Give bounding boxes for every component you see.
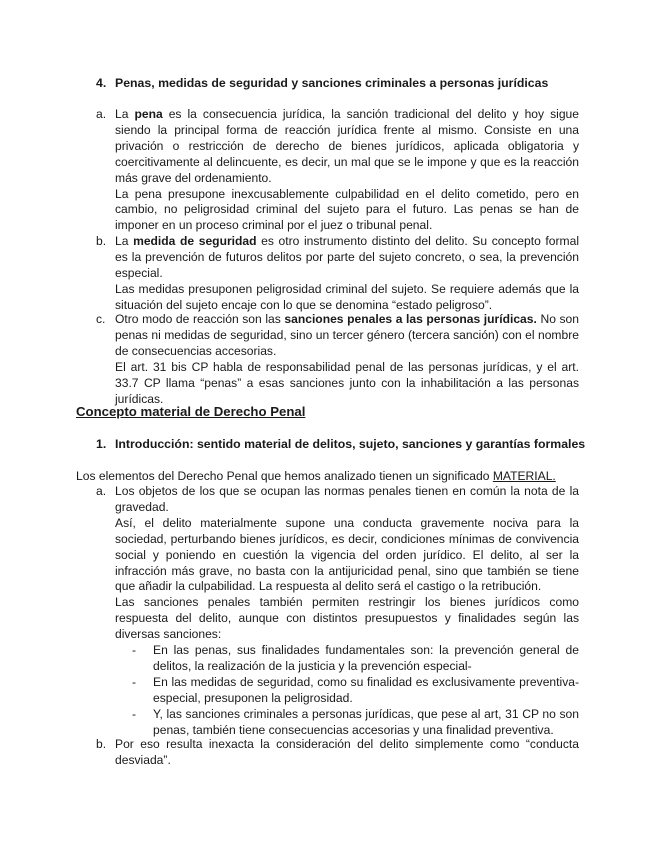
subsection-1-heading [96,437,585,451]
dash-bullet: - [132,643,137,658]
paragraph: El art. 31 bis CP habla de responsabilidad penal de las personas jurídicas, y el art. 33.7 CP llama “penas” a esas sanciones junto con la inhabilitación a las personas jurídicas. [115,359,579,406]
sub-list-item: - En las medidas de seguridad, como su finalidad es exclusivamente preventiva-especial, presuponen la peligrosidad. [132,674,579,705]
section-4-title: Penas, medidas de seguridad y sanciones criminales a personas jurídicas [115,76,549,90]
term-medida-seguridad: medida de seguridad [133,234,257,248]
intro-paragraph: Los elementos del Derecho Penal que hemos analizado tienen un significado MATERIAL. [76,469,556,483]
list-marker: a. [96,107,107,121]
list-marker: a. [96,484,107,498]
term-pena: pena [134,107,163,121]
list-item-gravedad [96,484,579,739]
paragraph: La pena es la consecuencia jurídica, la sanción tradicional del delito y hoy sigue siendo la principal forma de reacción jurídica frente al mismo. Consiste en una privación o restricción de derecho de bienes jurídicos, aplicada obligatoria y coercitivamente al delincuente, es decir, un mal que se le impone y que es la reacción más grave del ordenamiento. [115,107,580,185]
dash-bullet: - [132,706,137,721]
list-marker: b. [96,234,107,248]
paragraph: La medida de seguridad es otro instrumento distinto del delito. Su concepto formal es la prevención de futuros delitos por parte del sujeto concreto, o sea, la prevención especial. [115,234,580,280]
underlined-material: MATERIAL. [492,469,556,483]
section-4-heading [96,76,548,90]
list-item-conducta-desviada [96,737,579,769]
paragraph: La pena presupone inexcusablemente culpabilidad en el delito cometido, pero en cambio, no peligrosidad criminal del sujeto para el futuro. Las penas se han de imponer en un proceso criminal por el juez o tribunal penal. [115,186,579,233]
section-4-number: 4. [96,76,107,90]
term-sanciones-penales: sanciones penales a las personas jurídicas. [284,312,537,326]
paragraph: Los objetos de los que se ocupan las normas penales tienen en común la nota de la gravedad. [115,484,579,514]
list-marker: c. [96,312,106,326]
subsection-1-number: 1. [96,437,107,451]
paragraph: Por eso resulta inexacta la consideración del delito simplemente como “conducta desviada”. [115,737,579,767]
dash-bullet: - [132,674,137,689]
list-item-medida-seguridad [96,234,579,314]
paragraph: Así, el delito materialmente supone una conducta gravemente nociva para la sociedad, perturbando bienes jurídicos, es decir, condiciones mínimas de convivencia social y poniendo en cuestión la vigencia del orden jurídico. El delito, al ser la infracción más grave, no basta con la antijuricidad penal, sino que también se tiene que añadir la culpabilidad. La respuesta al delito será el castigo o la retribución. [115,515,579,594]
list-item-sanciones-personas-juridicas [96,312,579,407]
list-item-pena [96,107,579,234]
paragraph: Las sanciones penales también permiten restringir los bienes jurídicos como respuesta del delito, aunque con distintos presupuestos y finalidades según las diversas sanciones: [115,595,579,642]
subsection-1-title: Introducción: sentido material de delitos, sujeto, sanciones y garantías formales [115,437,586,451]
list-marker: b. [96,737,107,751]
paragraph: Otro modo de reacción son las sanciones penales a las personas jurídicas. No son penas ni medidas de seguridad, sino un tercer género (tercera sanción) con el nombre de consecuencias accesorias. [115,312,579,358]
paragraph: Las medidas presuponen peligrosidad criminal del sujeto. Se requiere además que la situación del sujeto encaje con lo que se denomina “estado peligroso”. [115,281,579,312]
section-title-concepto-material: Concepto material de Derecho Penal [76,404,306,419]
sub-list-item: - Y, las sanciones criminales a personas jurídicas, que pese al art, 31 CP no son penas, también tiene consecuencias accesorias y una finalidad preventiva. [132,706,579,737]
sub-list-item: - En las penas, sus finalidades fundamentales son: la prevención general de delitos, la realización de la justicia y la prevención especial- [132,643,579,673]
